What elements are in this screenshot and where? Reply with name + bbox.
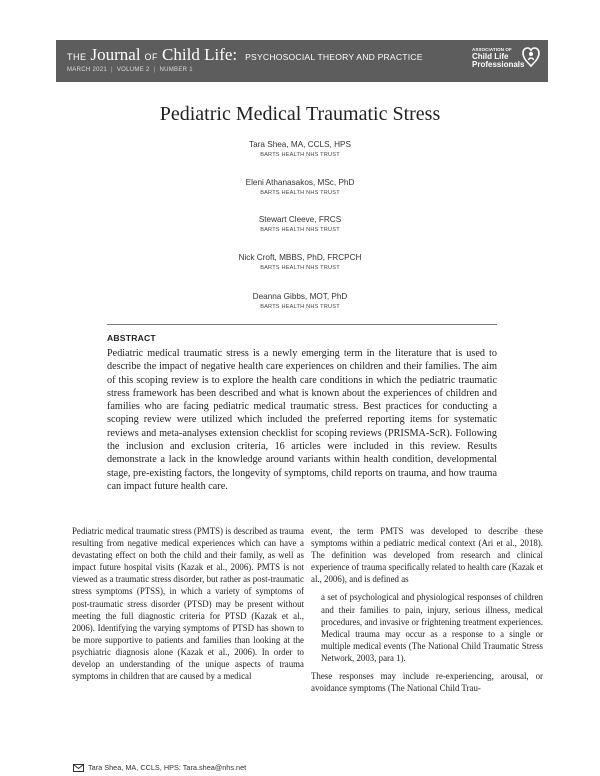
logo-line-1: ASSOCIATION OF <box>472 47 512 52</box>
author-affiliation: BARTS HEALTH NHS TRUST <box>260 227 340 233</box>
correspondence-text: Tara Shea, MA, CCLS, HPS: Tara.shea@nhs.net <box>88 763 247 772</box>
abstract-heading: ABSTRACT <box>107 333 156 343</box>
body-paragraph: event, the term PMTS was developed to describe these symptoms within a pediatric medical context (Ari et al., 2018). The definition was developed from research and clinical experience of trauma specifically related to health care (Kazak et al., 2006), and is defined as <box>311 526 543 585</box>
journal-title-name: Journal <box>90 45 141 64</box>
author-affiliation: BARTS HEALTH NHS TRUST <box>260 265 340 271</box>
correspondence-footer <box>73 763 246 772</box>
issue-volume: VOLUME 2 <box>116 67 150 73</box>
body-column-left <box>72 525 304 682</box>
journal-title-the: THE <box>67 52 87 62</box>
issue-number: NUMBER 1 <box>159 67 193 73</box>
issue-date: MARCH 2021 <box>67 67 108 73</box>
body-paragraph: These responses may include re-experiencing, arousal, or avoidance symptoms (The National Child Trau- <box>311 671 543 694</box>
author-affiliation: BARTS HEALTH NHS TRUST <box>260 190 340 196</box>
author-name: Eleni Athanasakos, MSc, PhD <box>245 178 355 187</box>
journal-title-name-2: Child Life: <box>162 45 238 64</box>
journal-subtitle: PSYCHOSOCIAL THEORY AND PRACTICE <box>245 52 423 62</box>
author-name: Tara Shea, MA, CCLS, HPS <box>249 140 351 149</box>
body-paragraph: Pediatric medical traumatic stress (PMTS) is described as trauma resulting from negative medical experiences which can have a devastating effect on both the child and their family, as well as impact future hospital visits (Kazak et al., 2006). PMTS is not viewed as a traumatic stress disorder, but rather as post-traumatic stress symptoms (PTSS), in which a variety of symptoms of post-traumatic stress disorder (PTSD) may be present without meeting the full diagnostic criteria for PTSD (Kazak et al., 2006). Identifying the varying symptoms of PTSD has shown to be more supportive to patients and families than looking at the psychiatric diagnosis alone (Kazak et al., 2006). In order to develop an understanding of the unique aspects of trauma symptoms in children that are caused by a medical <box>72 526 304 682</box>
block-quote: a set of psychological and physiological responses of children and their families to pain, injury, serious illness, medical procedures, and invasive or frightening treatment experiences. Medical trauma may occur as a response to a single or multiple medical events (The National Child Traumatic Stress Network, 2003, para 1). <box>321 592 543 663</box>
author-name: Stewart Cleeve, FRCS <box>258 215 342 224</box>
article-title: Pediatric Medical Traumatic Stress <box>159 103 441 125</box>
issue-info: MARCH 2021 | VOLUME 2 | NUMBER 1 <box>67 67 193 73</box>
author-block <box>0 214 600 235</box>
envelope-icon <box>73 764 84 772</box>
abstract-divider <box>107 324 497 325</box>
logo-line-3: Professionals <box>472 60 525 69</box>
author-affiliation: BARTS HEALTH NHS TRUST <box>260 152 340 158</box>
author-block <box>0 139 600 160</box>
acp-heart-icon <box>522 46 540 68</box>
author-block <box>0 291 600 312</box>
acp-logo <box>472 43 540 79</box>
author-name: Nick Croft, MBBS, PhD, FRCPCH <box>238 253 362 262</box>
body-column-right <box>311 525 543 694</box>
logo-line-2: Child Life <box>472 52 509 61</box>
author-name: Deanna Gibbs, MOT, PhD <box>252 292 348 301</box>
author-block <box>0 177 600 198</box>
journal-header-banner <box>56 40 548 82</box>
journal-title <box>67 45 423 65</box>
journal-title-of: OF <box>144 52 159 62</box>
author-block <box>0 252 600 273</box>
abstract-text: Pediatric medical traumatic stress is a newly emerging term in the literature that is used to describe the impact of negative health care experiences on children and their families. The aim of this scoping review is to explore the health care conditions in which the pediatric traumatic stress framework has been described and what is known about the experiences of children and families who are facing pediatric medical traumatic stress. Best practices for conducting a scoping review were utilized which included the preferred reporting items for systematic reviews and meta-analyses extension checklist for scoping reviews (PRISMA-ScR). Following the inclusion and exclusion criteria, 16 articles were included in this review. Results demonstrate a lack in the knowledge around variants within health condition, developmental stage, pre-existing factors, the longevity of symptoms, child reports on trauma, and how trauma can impact future health care. <box>107 348 497 492</box>
author-affiliation: BARTS HEALTH NHS TRUST <box>260 304 340 310</box>
